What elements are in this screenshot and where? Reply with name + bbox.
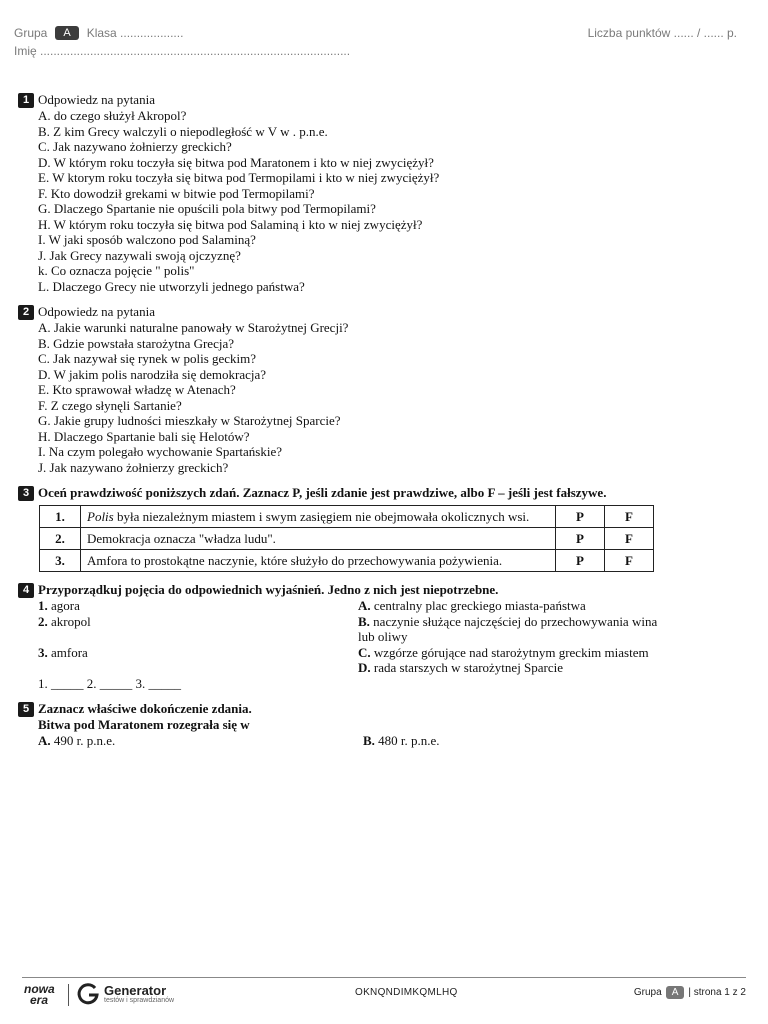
test-code: OKNQNDIMKQMLHQ xyxy=(355,987,458,998)
definition-item: C. wzgórze górujące nad starożytnym greckim miastem xyxy=(358,644,649,660)
false-option[interactable]: F xyxy=(605,550,654,572)
task-number: 5 xyxy=(18,702,34,717)
true-false-table xyxy=(39,505,654,572)
task-number: 3 xyxy=(18,486,34,501)
row-number: 2. xyxy=(40,528,81,550)
worksheet-content xyxy=(18,92,718,758)
definition-item: D. rada starszych w starożytnej Sparcie xyxy=(358,660,564,675)
question-item: H. Dlaczego Spartanie bali się Helotów? xyxy=(38,428,250,444)
page-header xyxy=(14,24,737,60)
question-item: D. W którym roku toczyła się bitwa pod Maratonem i kto w niej zwyciężył? xyxy=(38,154,434,170)
points-label: Liczba punktów ...... / ...... p. xyxy=(587,26,737,40)
term-item: 3. amfora xyxy=(38,644,88,660)
question-item: F. Z czego słynęli Sartanie? xyxy=(38,397,182,413)
task-1 xyxy=(18,92,718,294)
question-item: C. Jak nazywano żołnierzy greckich? xyxy=(38,139,232,154)
logo-divider xyxy=(68,984,69,1006)
choice-options xyxy=(38,733,718,749)
task-2 xyxy=(18,304,718,475)
task-title: Odpowiedz na pytania xyxy=(38,92,155,107)
question-item: G. Dlaczego Spartanie nie opuścili pola bitwy pod Termopilami? xyxy=(38,201,376,216)
table-row xyxy=(40,528,654,550)
group-badge: A xyxy=(55,26,78,40)
question-item: F. Kto dowodził grekami w bitwie pod Termopilami? xyxy=(38,185,315,201)
task-title: Przyporządkuj pojęcia do odpowiednich wyjaśnień. Jedno z nich jest niepotrzebne. xyxy=(38,582,499,597)
term-item: 1. agora xyxy=(38,598,80,613)
footer-group-label: Grupa xyxy=(633,987,662,998)
task-title: Odpowiedz na pytania xyxy=(38,304,155,319)
question-item: J. Jak Grecy nazywali swoją ojczyznę? xyxy=(38,247,241,263)
question-list xyxy=(38,320,718,475)
question-item: L. Dlaczego Grecy nie utworzyli jednego państwa? xyxy=(38,278,305,294)
option-b[interactable]: B. 480 r. p.n.e. xyxy=(363,732,440,748)
row-number: 1. xyxy=(40,506,81,528)
question-item: J. Jak nazywano żołnierzy greckich? xyxy=(38,459,229,475)
question-item: B. Z kim Grecy walczyli o niepodległość w V w . p.n.e. xyxy=(38,123,328,139)
name-label: Imię ............................................................................................. xyxy=(14,44,351,58)
question-item: D. W jakim polis narodziła się demokracja? xyxy=(38,366,267,382)
statement-cell: Amfora to prostokątne naczynie, które służyło do przechowywania pożywienia. xyxy=(81,550,556,572)
question-item: k. Co oznacza pojęcie " polis" xyxy=(38,263,195,278)
group-label: Grupa xyxy=(14,26,48,40)
question-item: B. Gdzie powstała starożytna Grecja? xyxy=(38,335,235,351)
task-subtitle: Bitwa pod Maratonem rozegrała się w xyxy=(38,717,250,732)
task-title: Zaznacz właściwe dokończenie zdania. xyxy=(38,701,252,716)
definition-item: A. centralny plac greckiego miasta-państwa xyxy=(358,598,586,613)
true-option[interactable]: P xyxy=(556,528,605,550)
task-number: 4 xyxy=(18,583,34,598)
nowa-era-logo: nowa era xyxy=(24,982,55,1007)
option-a[interactable]: A. 490 r. p.n.e. xyxy=(38,732,116,748)
page-footer xyxy=(22,977,746,1018)
task-number: 2 xyxy=(18,305,34,320)
false-option[interactable]: F xyxy=(605,506,654,528)
question-item: A. Jakie warunki naturalne panowały w Starożytnej Grecji? xyxy=(38,320,349,335)
row-number: 3. xyxy=(40,550,81,572)
task-number: 1 xyxy=(18,93,34,108)
term-item: 2. akropol xyxy=(38,613,91,629)
task-title: Oceń prawdziwość poniższych zdań. Zaznacz P, jeśli zdanie jest prawdziwe, albo F – jeśli jest fałszywe. xyxy=(38,485,607,500)
question-list xyxy=(38,108,718,294)
page-indicator xyxy=(634,986,746,999)
statement-cell: Polis była niezależnym miastem i swym zasięgiem nie obejmowała okolicznych wsi. xyxy=(81,506,556,528)
question-item: I. W jaki sposób walczono pod Salaminą? xyxy=(38,232,256,247)
table-row xyxy=(40,506,654,528)
task-4 xyxy=(18,582,718,691)
true-option[interactable]: P xyxy=(556,506,605,528)
question-item: C. Jak nazywał się rynek w polis geckim? xyxy=(38,351,257,366)
generator-subtitle: testów i sprawdzianów xyxy=(104,997,175,1004)
question-item: G. Jakie grupy ludności mieszkały w Starożytnej Sparcie? xyxy=(38,413,341,428)
class-label: Klasa ................... xyxy=(86,26,184,40)
question-item: E. Kto sprawował władzę w Atenach? xyxy=(38,382,236,397)
question-item: E. W ktorym roku toczyła się bitwa pod Termopilami i kto w niej zwyciężył? xyxy=(38,170,440,185)
footer-group-badge: A xyxy=(666,986,685,999)
table-row xyxy=(40,550,654,572)
true-option[interactable]: P xyxy=(556,550,605,572)
question-item: A. do czego służył Akropol? xyxy=(38,108,187,123)
matching-grid xyxy=(38,598,718,676)
task-3 xyxy=(18,485,718,572)
generator-title: Generator xyxy=(104,983,167,998)
answer-line: 1. _____ 2. _____ 3. _____ xyxy=(38,675,181,691)
definition-item: B. naczynie służące najczęściej do przechowywania wina lub oliwy xyxy=(358,613,658,644)
task-5 xyxy=(18,701,718,748)
question-item: H. W którym roku toczyła się bitwa pod Salaminą i kto w niej zwyciężył? xyxy=(38,216,423,232)
false-option[interactable]: F xyxy=(605,528,654,550)
page-number: | strona 1 z 2 xyxy=(688,987,746,998)
question-item: I. Na czym polegało wychowanie Spartańskie? xyxy=(38,444,283,459)
statement-cell: Demokracja oznacza "władza ludu". xyxy=(81,528,556,550)
generator-g-icon xyxy=(76,982,100,1006)
